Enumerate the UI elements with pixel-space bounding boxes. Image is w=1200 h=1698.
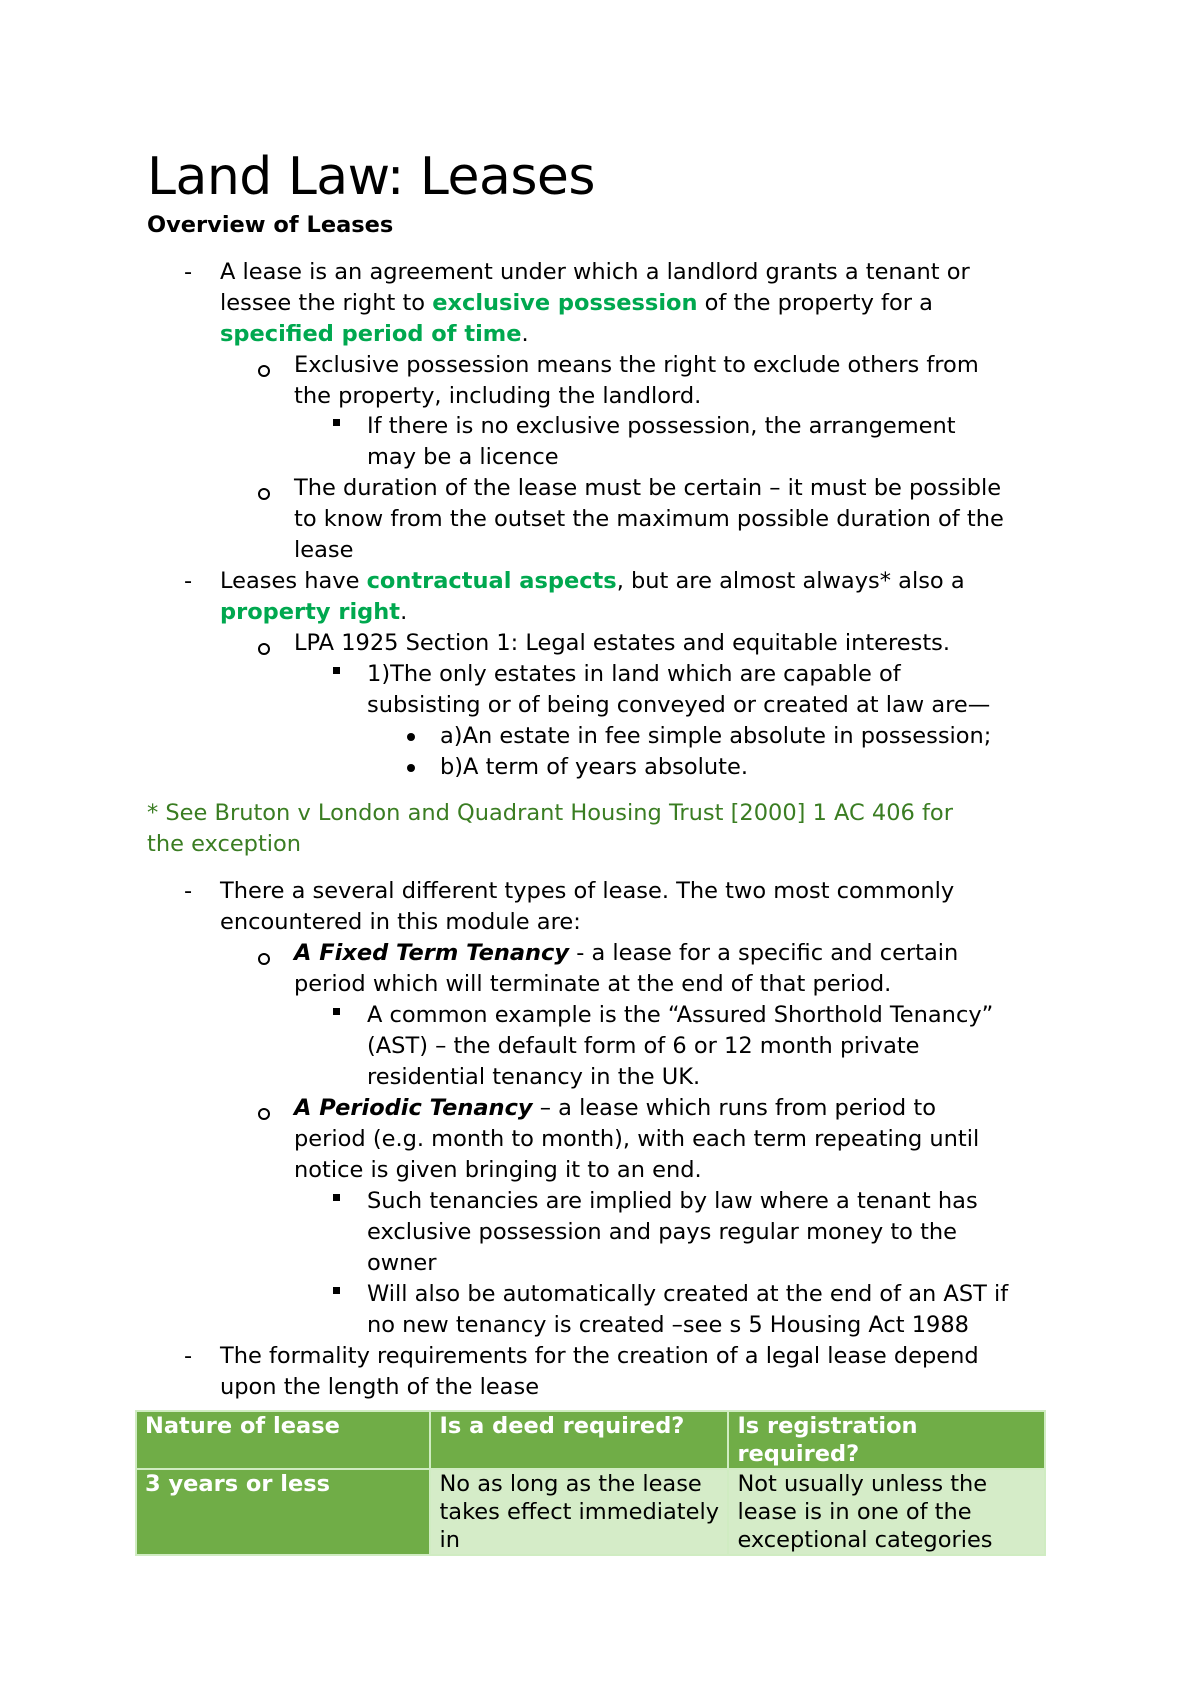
page-title: Land Law: Leases — [147, 147, 595, 207]
dash-bullet: - — [184, 878, 193, 904]
text-line: If there is no exclusive possession, the arrangement — [367, 413, 956, 439]
text-line: A Periodic Tenancy – a lease which runs from period to — [294, 1095, 936, 1121]
table-header-cell: Is a deed required? — [430, 1411, 728, 1469]
text-line: A common example is the “Assured Shorthold Tenancy” — [367, 1002, 994, 1028]
text-line: encountered in this module are: — [220, 909, 581, 935]
highlight-term: contractual aspects — [366, 568, 617, 594]
text-line: notice is given bringing it to an end. — [294, 1157, 702, 1183]
tenancy-type-term: A Periodic Tenancy — [294, 1095, 533, 1121]
text-line: Exclusive possession means the right to exclude others from — [294, 352, 979, 378]
text-line: period (e.g. month to month), with each term repeating until — [294, 1126, 980, 1152]
square-bullet-icon — [333, 1194, 340, 1201]
circle-bullet-icon — [258, 488, 270, 500]
table-cell: Not usually unless the lease is in one of the exceptional categories — [728, 1469, 1045, 1555]
text-line: exclusive possession and pays regular money to the — [367, 1219, 957, 1245]
lease-requirements-table — [135, 1410, 1046, 1556]
table-header-cell: Nature of lease — [136, 1411, 430, 1469]
round-bullet-icon — [407, 764, 415, 772]
text-line: The formality requirements for the creation of a legal lease depend — [220, 1343, 979, 1369]
text-line: lessee the right to exclusive possession of the property for a — [220, 290, 933, 316]
text-line: (AST) – the default form of 6 or 12 month private — [367, 1033, 920, 1059]
text-line: Will also be automatically created at the end of an AST if — [367, 1281, 1009, 1307]
text-line: lease — [294, 537, 354, 563]
text-line: A Fixed Term Tenancy - a lease for a specific and certain — [294, 940, 959, 966]
text-line: upon the length of the lease — [220, 1374, 540, 1400]
section-heading: Overview of Leases — [147, 212, 394, 238]
text-line: b)A term of years absolute. — [440, 754, 748, 780]
round-bullet-icon — [407, 733, 415, 741]
dash-bullet: - — [184, 1343, 193, 1369]
text-line: 1)The only estates in land which are capable of — [367, 661, 901, 687]
circle-bullet-icon — [258, 643, 270, 655]
tenancy-type-term: A Fixed Term Tenancy — [294, 940, 570, 966]
text-line: a)An estate in fee simple absolute in possession; — [440, 723, 992, 749]
text-line: The duration of the lease must be certain – it must be possible — [294, 475, 1002, 501]
table-row — [136, 1469, 1045, 1555]
table-cell: No as long as the lease takes effect immediately in — [430, 1469, 728, 1555]
highlight-term: exclusive possession — [432, 290, 698, 316]
text-line: subsisting or of being conveyed or created at law are— — [367, 692, 991, 718]
circle-bullet-icon — [258, 365, 270, 377]
text-line: may be a licence — [367, 444, 559, 470]
text-line: A lease is an agreement under which a landlord grants a tenant or — [220, 259, 970, 285]
highlight-term: specified period of time — [220, 321, 522, 347]
text-line: period which will terminate at the end of that period. — [294, 971, 892, 997]
square-bullet-icon — [333, 1008, 340, 1015]
circle-bullet-icon — [258, 953, 270, 965]
highlight-term: property right — [220, 599, 401, 625]
text-line: property right. — [220, 599, 408, 625]
square-bullet-icon — [333, 419, 340, 426]
footnote-text: the exception — [147, 831, 302, 857]
table-cell: 3 years or less — [136, 1469, 430, 1555]
dash-bullet: - — [184, 259, 193, 285]
text-line: LPA 1925 Section 1: Legal estates and equitable interests. — [294, 630, 951, 656]
text-line: Such tenancies are implied by law where a tenant has — [367, 1188, 978, 1214]
text-line: residential tenancy in the UK. — [367, 1064, 701, 1090]
dash-bullet: - — [184, 568, 193, 594]
table-header-row — [136, 1411, 1045, 1469]
text-line: There a several different types of lease. The two most commonly — [220, 878, 955, 904]
text-line: Leases have contractual aspects, but are almost always* also a — [220, 568, 965, 594]
square-bullet-icon — [333, 1287, 340, 1294]
text-line: owner — [367, 1250, 437, 1276]
text-line: specified period of time. — [220, 321, 529, 347]
table-header-cell: Is registration required? — [728, 1411, 1045, 1469]
text-line: no new tenancy is created –see s 5 Housing Act 1988 — [367, 1312, 969, 1338]
circle-bullet-icon — [258, 1108, 270, 1120]
square-bullet-icon — [333, 667, 340, 674]
footnote-text: * See Bruton v London and Quadrant Housing Trust [2000] 1 AC 406 for — [147, 800, 953, 826]
text-line: the property, including the landlord. — [294, 383, 702, 409]
text-line: to know from the outset the maximum possible duration of the — [294, 506, 1004, 532]
